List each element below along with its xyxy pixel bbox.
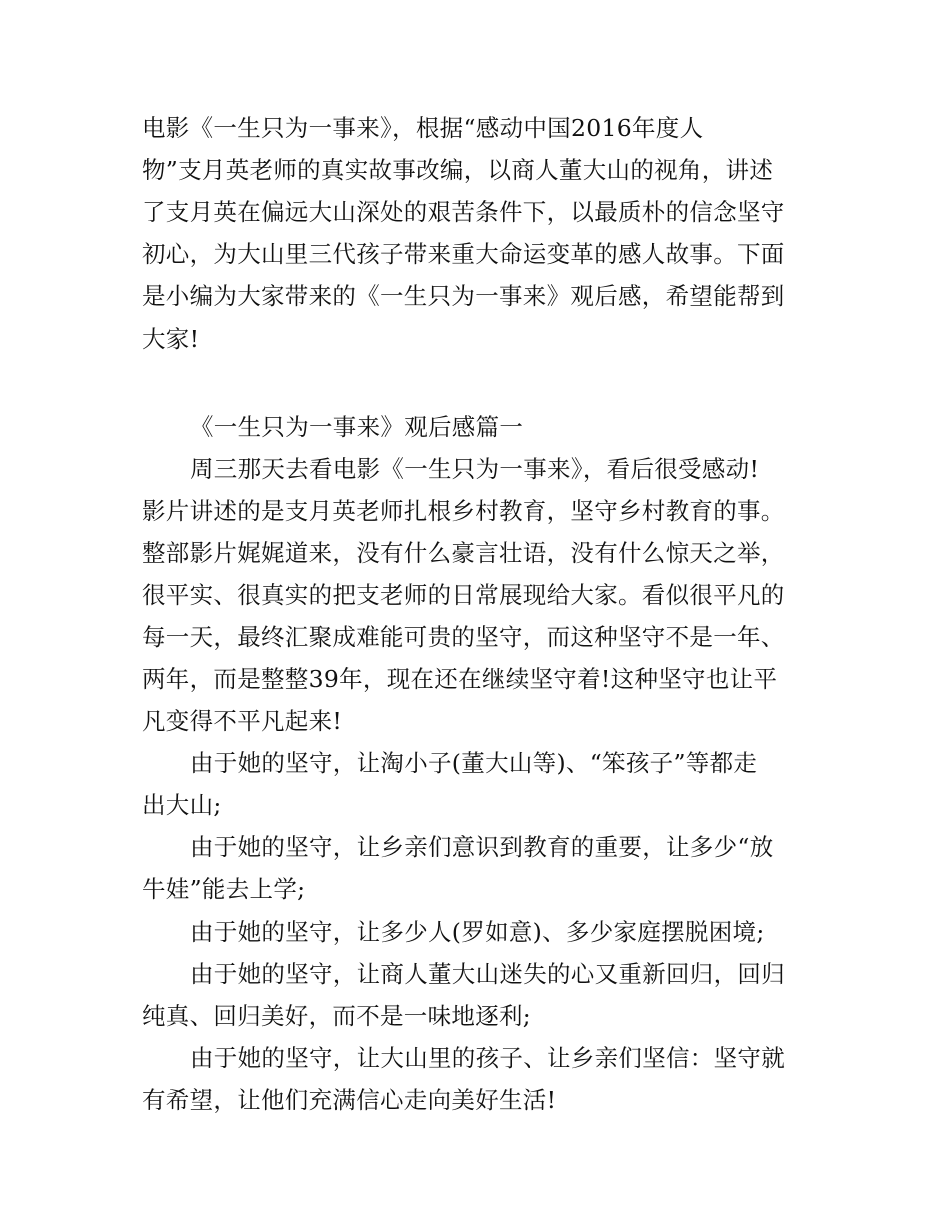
intro-line: 初心，为大山里三代孩子带来重大命运变革的感人故事。下面	[142, 240, 785, 268]
paragraph-line: 由于她的坚守，让淘小子(董大山等)、“笨孩子”等都走	[190, 749, 758, 777]
paragraph-line: 两年，而是整整39年，现在还在继续坚守着!这种坚守也让平	[142, 665, 778, 693]
paragraph-line: 凡变得不平凡起来!	[142, 707, 343, 735]
paragraph-line: 有希望，让他们充满信心走向美好生活!	[142, 1086, 557, 1114]
paragraph-line: 由于她的坚守，让商人董大山迷失的心又重新回归，回归	[190, 960, 785, 988]
paragraph-line: 周三那天去看电影《一生只为一事来》，看后很受感动!	[190, 455, 760, 483]
paragraph-line: 牛娃”能去上学;	[142, 875, 306, 903]
intro-line: 电影《一生只为一事来》，根据“感动中国2016年度人	[142, 114, 704, 142]
paragraph-line: 由于她的坚守，让乡亲们意识到教育的重要，让多少“放	[190, 833, 774, 861]
intro-line: 了支月英在偏远大山深处的艰苦条件下，以最质朴的信念坚守	[142, 198, 785, 226]
intro-line: 是小编为大家带来的《一生只为一事来》观后感，希望能帮到	[142, 282, 785, 310]
paragraph-line: 出大山;	[142, 791, 222, 819]
paragraph-line: 每一天，最终汇聚成难能可贵的坚守，而这种坚守不是一年、	[142, 623, 785, 651]
paragraph-line: 由于她的坚守，让多少人(罗如意)、多少家庭摆脱困境;	[190, 918, 765, 946]
paragraph-line: 由于她的坚守，让大山里的孩子、让乡亲们坚信：坚守就	[190, 1044, 785, 1072]
paragraph-line: 整部影片娓娓道来，没有什么豪言壮语，没有什么惊天之举，	[142, 539, 785, 567]
intro-line: 物”支月英老师的真实故事改编，以商人董大山的视角，讲述	[142, 156, 774, 184]
section-title: 《一生只为一事来》观后感篇一	[190, 413, 524, 441]
paragraph-line: 很平实、很真实的把支老师的日常展现给大家。看似很平凡的	[142, 581, 785, 609]
intro-line: 大家!	[142, 325, 200, 353]
paragraph-line: 影片讲述的是支月英老师扎根乡村教育，坚守乡村教育的事。	[142, 497, 785, 525]
paragraph-line: 纯真、回归美好，而不是一味地逐利;	[142, 1002, 532, 1030]
